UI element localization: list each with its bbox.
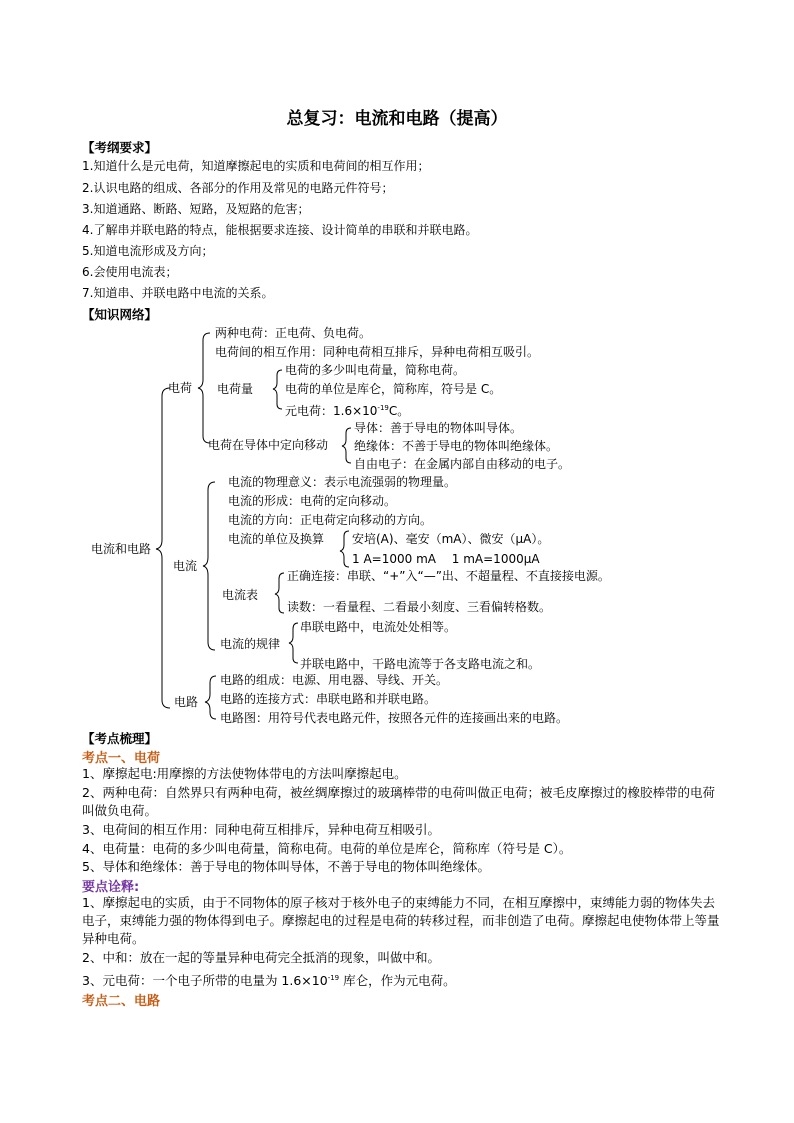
circuit-diagram: 电路图：用符号代表电路元件，按照各元件的连接画出来的电路。	[220, 711, 569, 725]
charge-label: 电荷	[168, 381, 193, 395]
key-point: 3、元电荷：一个电子所带的电量为 $1.6\times 10^{-19}$ 库仑，作为元电荷。	[82, 973, 456, 989]
current-unit-label: 电流的单位及换算	[228, 532, 325, 546]
section-k1-title: 考点一、电荷	[82, 751, 161, 766]
kgyq-item: 3.知道通路、断路、短路，及短路的危害；	[82, 202, 310, 216]
kgyq-item: 4.了解串并联电路的特点，能根据要求连接、设计简单的串联和并联电路。	[82, 223, 478, 237]
kgyq-item: 1.知道什么是元电荷，知道摩擦起电的实质和电荷间的相互作用；	[82, 159, 430, 173]
kgyq-item: 5.知道电流形成及方向；	[82, 244, 214, 258]
current-formation: 电流的形成：电荷的定向移动。	[228, 494, 397, 508]
kgyq-item: 7.知道串、并联电路中电流的关系。	[82, 286, 274, 300]
ammeter-label: 电流表	[222, 588, 259, 602]
charge-quantity-def: 电荷的多少叫电荷量，简称电荷。	[285, 363, 466, 377]
parallel-current-law: 并联电路中，干路电流等于各支路电流之和。	[300, 657, 541, 671]
k1-item: 5、导体和绝缘体：善于导电的物体叫导体，不善于导电的物体叫绝缘体。	[82, 859, 490, 874]
circuit-label: 电路	[174, 695, 199, 709]
k1-item: 1、摩擦起电:用摩擦的方法使物体带电的方法叫摩擦起电。	[82, 766, 407, 781]
current-meaning: 电流的物理意义：表示电流强弱的物理量。	[228, 475, 457, 489]
section-k2-title: 考点二、电路	[82, 994, 161, 1009]
charge-kinds: 两种电荷：正电荷、负电荷。	[215, 326, 372, 340]
page-title: 总复习：电流和电路（提高）	[286, 109, 508, 129]
current-label: 电流	[173, 559, 198, 573]
charge-move-label: 电荷在导体中定向移动	[208, 438, 329, 452]
conductor-def: 导体：善于导电的物体叫导体。	[354, 421, 523, 435]
ammeter-connection: 正确连接：串联、“+”入“—”出、不超量程、不直接接电源。	[287, 569, 610, 583]
ammeter-reading: 读数：一看量程、二看最小刻度、三看偏转格数。	[287, 600, 552, 614]
network-root: 电流和电路	[91, 542, 152, 556]
unit-conversion: 1 A=1000 mA 1 mA=1000μA	[352, 552, 540, 566]
key-point: 2、中和：放在一起的等量异种电荷完全抵消的现象，叫做中和。	[82, 950, 440, 965]
key-point: 1、摩擦起电的实质，由于不同物体的原子核对于核外电子的束缚能力不同，在相互摩擦中，束缚能力弱的物体失去电子，束缚能力强的物体得到电子。摩擦起电的过程是电荷的转移过程，而非创造了电荷。摩擦起电使物体带上等量异种电荷。	[82, 895, 720, 946]
circuit-connection: 电路的连接方式：串联电路和并联电路。	[220, 692, 437, 706]
series-current-law: 串联电路中，电流处处相等。	[300, 620, 457, 634]
insulator-def: 绝缘体：不善于导电的物体叫绝缘体。	[354, 439, 559, 453]
kgyq-heading: 【考纲要求】	[82, 140, 158, 155]
kgyq-item: 6.会使用电流表；	[82, 265, 178, 279]
current-direction: 电流的方向：正电荷定向移动的方向。	[228, 513, 433, 527]
zswl-heading: 【知识网络】	[82, 307, 158, 322]
current-units: 安培(A)、毫安（mA）、微安（μA）。	[352, 532, 550, 546]
charge-unit: 电荷的单位是库仑，简称库，符号是 C。	[285, 382, 502, 396]
k1-item: 3、电荷间的相互作用：同种电荷互相排斥，异种电荷互相吸引。	[82, 822, 440, 837]
current-law-label: 电流的规律	[220, 637, 281, 651]
circuit-components: 电路的组成：电源、用电器、导线、开关。	[220, 673, 449, 687]
free-electron-def: 自由电子：在金属内部自由移动的电子。	[354, 457, 571, 471]
kgyq-item: 2.认识电路的组成、各部分的作用及常见的电路元件符号；	[82, 181, 394, 195]
charge-interaction: 电荷间的相互作用：同种电荷相互排斥，异种电荷相互吸引。	[215, 345, 540, 359]
kdsl-heading: 【考点梳理】	[82, 731, 158, 746]
k1-item: 2、两种电荷：自然界只有两种电荷，被丝绸摩擦过的玻璃棒带的电荷叫做正电荷；被毛皮摩擦过的橡胶棒带的电荷叫做负电荷。	[82, 785, 715, 818]
key-points-title: 要点诠释:	[82, 880, 140, 895]
charge-quantity-label: 电荷量	[217, 382, 254, 396]
elementary-charge: 元电荷：$1.6\times 10^{-19}C$。	[285, 404, 410, 418]
k1-item: 4、电荷量：电荷的多少叫电荷量，简称电荷。电荷的单位是库仑，简称库（符号是 C）。	[82, 841, 572, 856]
